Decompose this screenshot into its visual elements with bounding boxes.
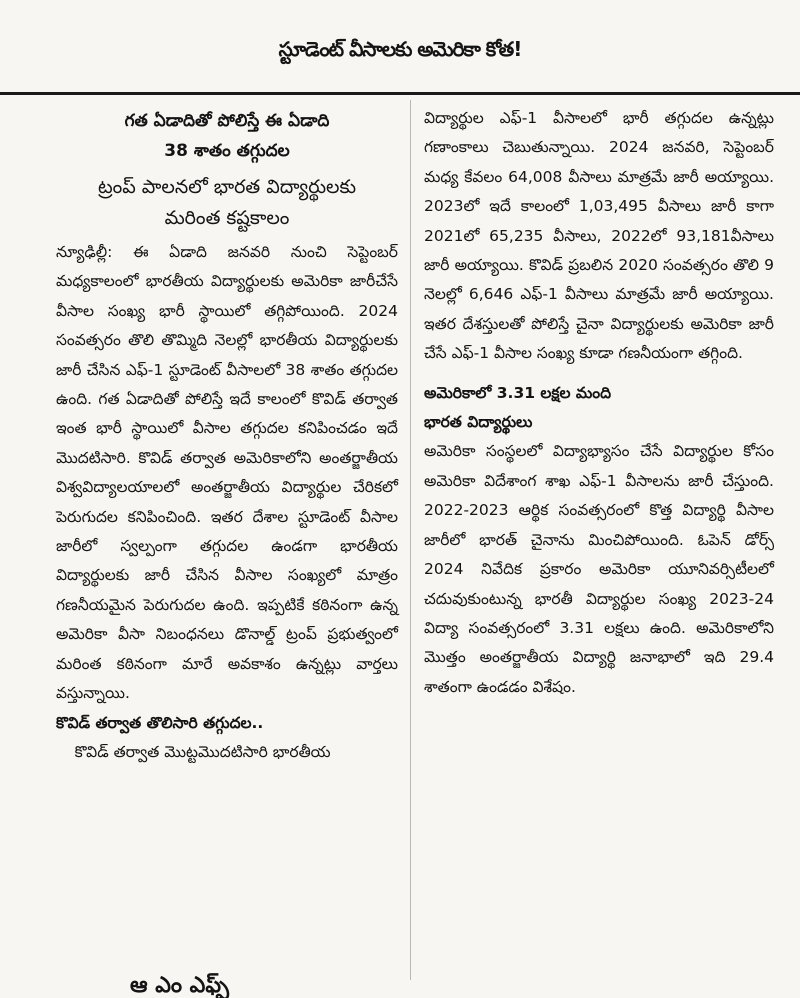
right-subhead-line-2: భారత విద్యార్థులు (424, 413, 533, 432)
next-article-fragment (130, 973, 310, 998)
left-subhead: కొవిడ్ తర్వాత తొలిసారి తగ్గుదల.. (56, 713, 264, 732)
right-column (424, 104, 774, 702)
deck-subtitle (56, 172, 398, 234)
right-paragraph-1: విద్యార్థుల ఎఫ్-1 వీసాలలో భారీ తగ్గుదల ఉన్నట్లు గణాంకాలు చెబుతున్నాయి. 2024 జనవరి, సెప్టెంబర్ మధ్య కేవలం 64,008 వీసాలు మాత్రమే జారీ అయ్యాయి. 2023లో ఇదే కాలంలో 1,03,495 వీసాలు జారీ కాగా 2021లో 65,235 వీసాలు, 2022లో 93,181వీసాలు జారీ అయ్యాయి. కొవిడ్ ప్రబలిన 2020 సంవత్సరం తొలి 9 నెలల్లో 6,646 ఎఫ్-1 వీసాలు మాత్రమే జారీ అయ్యాయి. ఇతర దేశస్తులతో పోలిస్తే చైనా విద్యార్థులకు అమెరికా జారీ చేసే ఎఫ్-1 వీసాల సంఖ్య కూడా గణనీయంగా తగ్గింది. (424, 109, 774, 363)
next-article-fragment-text: ఆ ఎం ఎఫ్ఫ్ (130, 973, 229, 998)
left-paragraph-1: న్యూఢిల్లీ: ఈ ఏడాది జనవరి నుంచి సెప్టెంబర్ మధ్యకాలంలో భారతీయ విద్యార్థులకు అమెరికా జారీచేసే వీసాల సంఖ్య భారీ స్థాయిలో తగ్గిపోయింది. 2024 సంవత్సరం తొలి తొమ్మిది నెలల్లో భారతీయ విద్యార్థులకు జారీ చేసిన ఎఫ్-1 స్టూడెంట్ వీసాలలో 38 శాతం తగ్గుదల ఉంది. గత ఏడాదితో పోలిస్తే ఇదే కాలంలో కొవిడ్ తర్వాత ఇంత భారీ స్థాయిలో వీసాల తగ్గుదల కనిపించడం ఇదే మొదటిసారి. కొవిడ్ తర్వాత అమెరికాలోని అంతర్జాతీయ విశ్వవిద్యాలయాలలో అంతర్జాతీయ విద్యార్థుల చేరికలో పెరుగుదల కనిపించింది. ఇతర దేశాల స్టూడెంట్ వీసాల జారీలో స్వల్పంగా తగ్గుదల ఉండగా భారతీయ విద్యార్థులకు జారీ చేసిన వీసాల సంఖ్యలో మాత్రం గణనీయమైన పెరుగుదల ఉంది. ఇప్పటికే కఠినంగా ఉన్న అమెరికా వీసా నిబంధనలు డొనాల్డ్ ట్రంప్ ప్రభుత్వంలో మరింత కఠినంగా మారే అవకాశం ఉన్నట్లు వార్తలు వస్తున్నాయి. (56, 243, 398, 703)
deck-line-1: గత ఏడాదితో పోలిస్తే ఈ ఏడాది (124, 111, 330, 131)
deck-line-2: 38 శాతం తగ్గుదల (164, 141, 290, 161)
headline-rule (0, 92, 800, 95)
right-paragraph-2: అమెరికా సంస్థలలో విద్యాభ్యాసం చేసే విద్యార్థుల కోసం అమెరికా విదేశాంగ శాఖ ఎఫ్-1 వీసాలను జారీ చేస్తుంది. 2022-2023 ఆర్థిక సంవత్సరంలో కొత్త విద్యార్థి వీసాల జారీలో భారత్ చైనాను మించిపోయింది. ఓపెన్ డోర్స్ 2024 నివేదిక ప్రకారం అమెరికా యూనివర్సిటీలలో చదువుకుంటున్న భారతీ విద్యార్థుల సంఖ్య 2023-24 విద్యా సంవత్సరంలో 3.31 లక్షలు ఉంది. అమెరికాలోని మొత్తం అంతర్జాతీయ విద్యార్థి జనాభాలో ఇది 29.4 శాతంగా ఉండడం విశేషం. (424, 442, 774, 696)
deck-line-3: ట్రంప్ పాలనలో భారత విద్యార్థులకు (97, 176, 357, 198)
left-paragraph-2: కొవిడ్ తర్వాత మొట్టమొదటిసారి భారతీయ (74, 742, 331, 761)
right-subhead-line-1: అమెరికాలో 3.31 లక్షల మంది (424, 383, 612, 402)
left-column (56, 104, 398, 767)
headline: స్టూడెంట్ వీసాలకు అమెరికా కోత! (278, 37, 522, 61)
deck-kicker (56, 106, 398, 166)
column-divider (410, 100, 411, 980)
deck-line-4: మరింత కష్టకాలం (164, 207, 290, 229)
